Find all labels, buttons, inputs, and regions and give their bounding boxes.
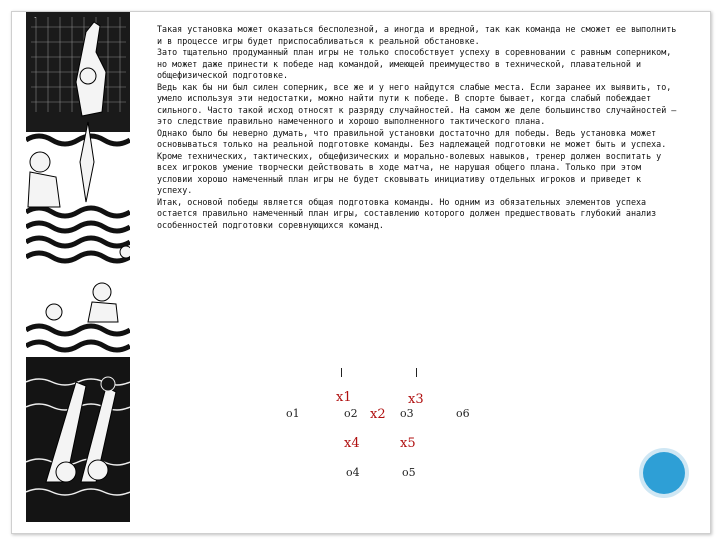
o3-marker: o3 xyxy=(400,407,414,420)
paragraph-4: Однако было бы неверно думать, что правильной установки достаточно для победы. Ведь установка может основываться только на реальной подготовке команды. Без надлежащей подготовки не может быть и успеха. Кроме технических, тактических, общефизических и морально-волевых навыков, тренер должен воспитать у всех игроков умение творчески действовать в ходе матча, не нарушая общего плана. Только при этом условии хорошо намеченный план игры не будет сковывать инициативу отдельных игроков и приведет к успеху. xyxy=(157,127,667,195)
paragraph-2: Зато тщательно продуманный план игры не только способствует успеху в соревновании с равным соперником, но может даже принести к победе над командой, имеющей преимущество в технической, плавательной и общефизической подготовке. xyxy=(157,47,672,80)
x4-marker: x4 xyxy=(344,436,360,451)
o5-marker: o5 xyxy=(402,466,416,479)
o2-marker: o2 xyxy=(344,407,358,420)
x5-marker: x5 xyxy=(400,436,416,451)
paragraph-1: Такая установка может оказаться бесполезной, а иногда и вредной, так как команда не сможет ее выполнить и в процессе игры будет приспосабливаться к реальной обстановке. xyxy=(157,24,677,46)
x3-marker: x3 xyxy=(408,392,424,407)
tick-mark-right xyxy=(416,368,417,377)
x2-marker: x2 xyxy=(370,407,386,422)
svg-text:·: · xyxy=(34,14,37,22)
o4-marker: o4 xyxy=(346,466,360,479)
paragraph-3: Ведь как бы ни был силен соперник, все же и у него найдутся слабые места. Если заранее их выявить, то, умело используя эти недостатки, можно найти пути к победе. В спорте бывает, когда слабый побеждает сильного. Часто такой исход относят к разряду случайностей. На самом же деле большинство случайностей — это следствие правильно намеченного и хорошо выполненного тактического плана. xyxy=(157,81,677,126)
o1-marker: o1 xyxy=(286,407,300,420)
o6-marker: o6 xyxy=(456,407,470,420)
water-polo-illustration xyxy=(26,12,130,522)
decorative-circle xyxy=(643,452,685,494)
player-positions-diagram xyxy=(280,368,500,508)
x1-marker: x1 xyxy=(336,390,352,405)
article-text xyxy=(157,24,677,231)
tick-mark-left xyxy=(341,368,342,377)
paragraph-5: Итак, основой победы является общая подготовка команды. Но одним из обязательных элементов успеха остается правильно намеченный план игры, составлению которого должен предшествовать глубокий анализ особенностей подготовки соревнующихся команд. xyxy=(157,196,657,230)
